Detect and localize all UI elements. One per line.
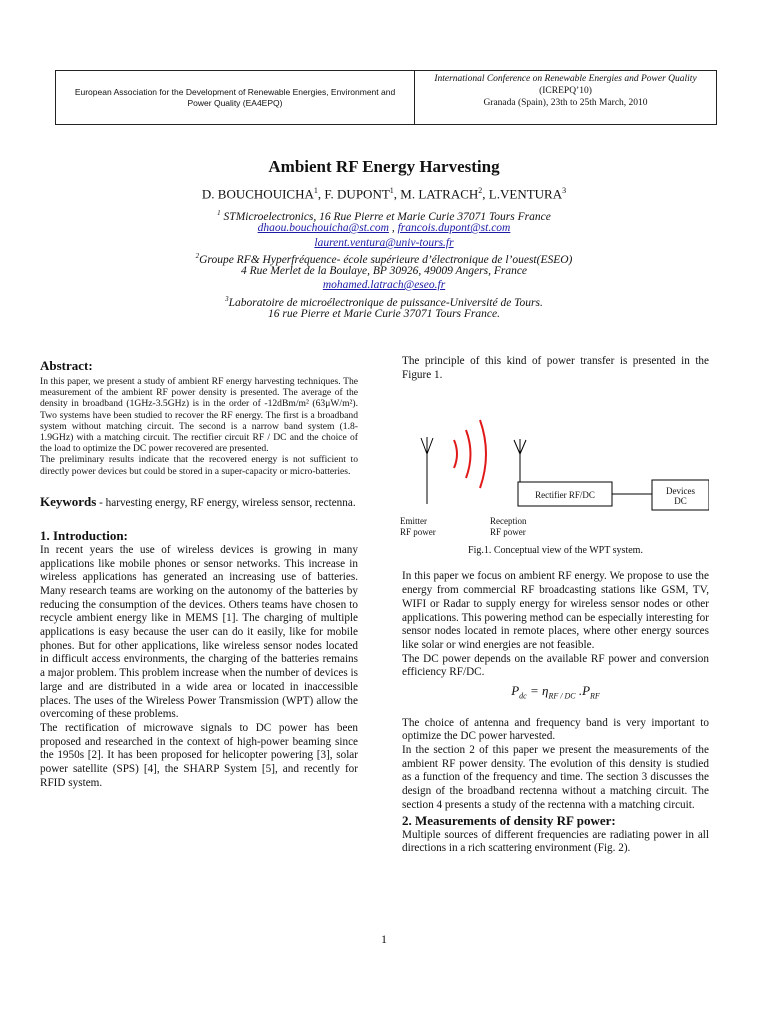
author-separator: , <box>393 186 401 202</box>
focus-paragraph: In this paper we focus on ambient RF energy. We propose to use the energy from commercial RF broadcasting stations like GSM, TV, WIFI or Radar to supply energy for wireless sensor nodes or other applications. This powering method can be especially interesting for sensor nodes located in remote places, where other energy sources like solar or wind energies are not feasible. <box>402 570 709 651</box>
devices-label-line: DC <box>674 496 687 507</box>
choice-paragraph: The choice of antenna and frequency band is very important to optimize the DC power harvested. <box>402 716 709 743</box>
email-link[interactable]: francois.dupont@st.com <box>397 222 511 234</box>
reception-label <box>490 516 527 538</box>
abstract-heading: Abstract: <box>40 358 93 373</box>
principle-paragraph: The principle of this kind of power transfer is presented in the Figure 1. <box>402 355 709 381</box>
author-name: L.VENTURA <box>488 186 563 202</box>
author-separator: , <box>482 186 489 202</box>
rectifier-label: Rectifier RF/DC <box>535 490 595 501</box>
eq-term: P <box>511 683 520 699</box>
affiliation-text: Laboratoire de microélectronique de puissance-Université de Tours. <box>228 296 543 309</box>
eq-subscript: dc <box>519 691 527 701</box>
right-column <box>402 355 709 856</box>
conference-title: International Conference on Renewable Energies and Power Quality <box>434 74 697 84</box>
conference-header <box>55 70 717 125</box>
author-affiliation-mark: 2 <box>478 186 483 195</box>
author-separator: , <box>317 186 325 202</box>
email-line-3 <box>0 278 768 293</box>
power-equation <box>402 683 709 701</box>
conference-info <box>415 71 716 124</box>
conference-location-date: Granada (Spain), 23th to 25th March, 2010 <box>483 98 648 108</box>
page-number: 1 <box>381 932 387 946</box>
abstract-paragraph: The preliminary results indicate that the recovered energy is not sufficient to directly power devices but could be stored in a super-capacity or micro-batteries. <box>40 454 358 477</box>
sections-paragraph: In the section 2 of this paper we present the measurements of the ambient RF power density. The evolution of this density is studied as a function of the frequency and time. The section 3 discusses the design of the broadband rectenna without a matching circuit. The section 4 presents a study of the rectenna with a matching circuit. <box>402 744 709 811</box>
keywords <box>40 495 358 510</box>
emitter-label-line: RF power <box>400 527 436 538</box>
emitter-antenna-icon <box>421 437 433 504</box>
affiliation-mark: 3 <box>225 295 229 303</box>
emitter-label <box>400 516 436 538</box>
introduction-heading: 1. Introduction: <box>40 527 128 543</box>
devices-label <box>652 486 709 506</box>
affiliation-2-address: 4 Rue Merlet de la Boulaye, BP 30926, 49009 Angers, France <box>240 265 528 277</box>
email-separator: , <box>388 222 398 234</box>
author-name: F. DUPONT <box>324 186 390 202</box>
association-name: European Association for the Development of Renewable Energies, Environment and Power Quality (EA4EPQ) <box>56 71 415 124</box>
affiliation-text: Groupe RF& Hyperfréquence- école supérieure d’électronique de l’ouest(ESEO) <box>199 253 573 266</box>
wpt-figure <box>402 382 709 547</box>
keywords-label: Keywords <box>40 493 97 509</box>
affiliation-3-address: 16 rue Pierre et Marie Curie 37071 Tours France. <box>267 308 500 320</box>
author-affiliation-mark: 1 <box>389 186 394 195</box>
introduction-paragraph: The rectification of microwave signals to DC power has been proposed and researched in the context of high-power beaming since the 1950s [2]. It has been proposed for helicopter powering [3], solar power satellite (SPS) [4], the SHARP System [5], and recently for RFID system. <box>40 721 358 789</box>
affiliation-text: STMicroelectronics, 16 Rue Pierre et Marie Curie 37071 Tours France <box>220 210 551 223</box>
paper-title: Ambient RF Energy Harvesting <box>268 157 500 176</box>
affiliation-mark: 1 <box>217 209 221 217</box>
reception-label-line: Reception <box>490 516 527 527</box>
emitter-label-line: Emitter <box>400 516 427 527</box>
reception-label-line: RF power <box>490 527 526 538</box>
email-link[interactable]: dhaou.bouchouicha@st.com <box>257 222 389 234</box>
eq-term: = η <box>526 683 549 699</box>
introduction-paragraph: In recent years the use of wireless devices is growing in many applications like mobile phones or sensor networks. This increase in wireless applications has generated an increasing use of batteries. Many research teams are working on the autonomy of the batteries by reducing the consumption of the devices. Others teams have chosen to recycle ambient energy like in MEMS [1]. The charging of multiple applications is easy because the user can do it easily, like for mobile phones. But for other applications, like wireless sensor nodes located in difficult access environments, the charging of the batteries remains a major problem. This problem increase when the number of devices is large and are distributed in a wide area or located in inaccessible places. The uses of the Wireless Power Transmission (WPT) allow the overcoming of these problems. <box>40 543 358 721</box>
radio-wave-icon <box>454 420 486 488</box>
figure-caption: Fig.1. Conceptual view of the WPT system. <box>468 545 643 557</box>
affiliation-mark: 2 <box>195 252 200 260</box>
abstract-paragraph: In this paper, we present a study of ambient RF energy harvesting techniques. The measurement of the ambient RF power density is presented. The average of the density in broadband (1GHz-3.5GHz) is in the order of -12dBm/m² (63μW/m²). Two systems have been studied to recover the RF energy. The first is a broadband system without matching circuit. The second is a narrow band system (1.8-1.9GHz) with a matching circuit. The rectifier circuit RF / DC and the choice of the load to optimize the DC power recovered are presented. <box>40 376 358 455</box>
author-name: M. LATRACH <box>400 186 479 202</box>
author-list <box>0 186 768 202</box>
wpt-diagram <box>402 382 709 532</box>
left-column <box>40 358 358 790</box>
email-link[interactable]: mohamed.latrach@eseo.fr <box>322 279 446 291</box>
email-link[interactable]: laurent.ventura@univ-tours.fr <box>314 237 454 249</box>
section2-heading: 2. Measurements of density RF power: <box>402 812 616 828</box>
eq-term: .P <box>575 683 591 699</box>
author-name: D. BOUCHOUICHA <box>201 186 314 202</box>
devices-label-line: Devices <box>666 486 695 497</box>
eq-subscript: RF / DC <box>548 691 576 701</box>
dc-power-paragraph: The DC power depends on the available RF power and conversion efficiency RF/DC. <box>402 652 709 679</box>
author-affiliation-mark: 3 <box>562 186 567 195</box>
eq-subscript: RF <box>590 691 600 701</box>
email-line-1 <box>0 221 768 236</box>
author-affiliation-mark: 1 <box>313 186 318 195</box>
keywords-text: - harvesting energy, RF energy, wireless sensor, rectenna. <box>96 496 356 509</box>
conference-acronym: (ICREPQ’10) <box>539 86 592 96</box>
sources-paragraph: Multiple sources of different frequencies are radiating power in all directions in a rich scattering environment (Fig. 2). <box>402 828 709 855</box>
